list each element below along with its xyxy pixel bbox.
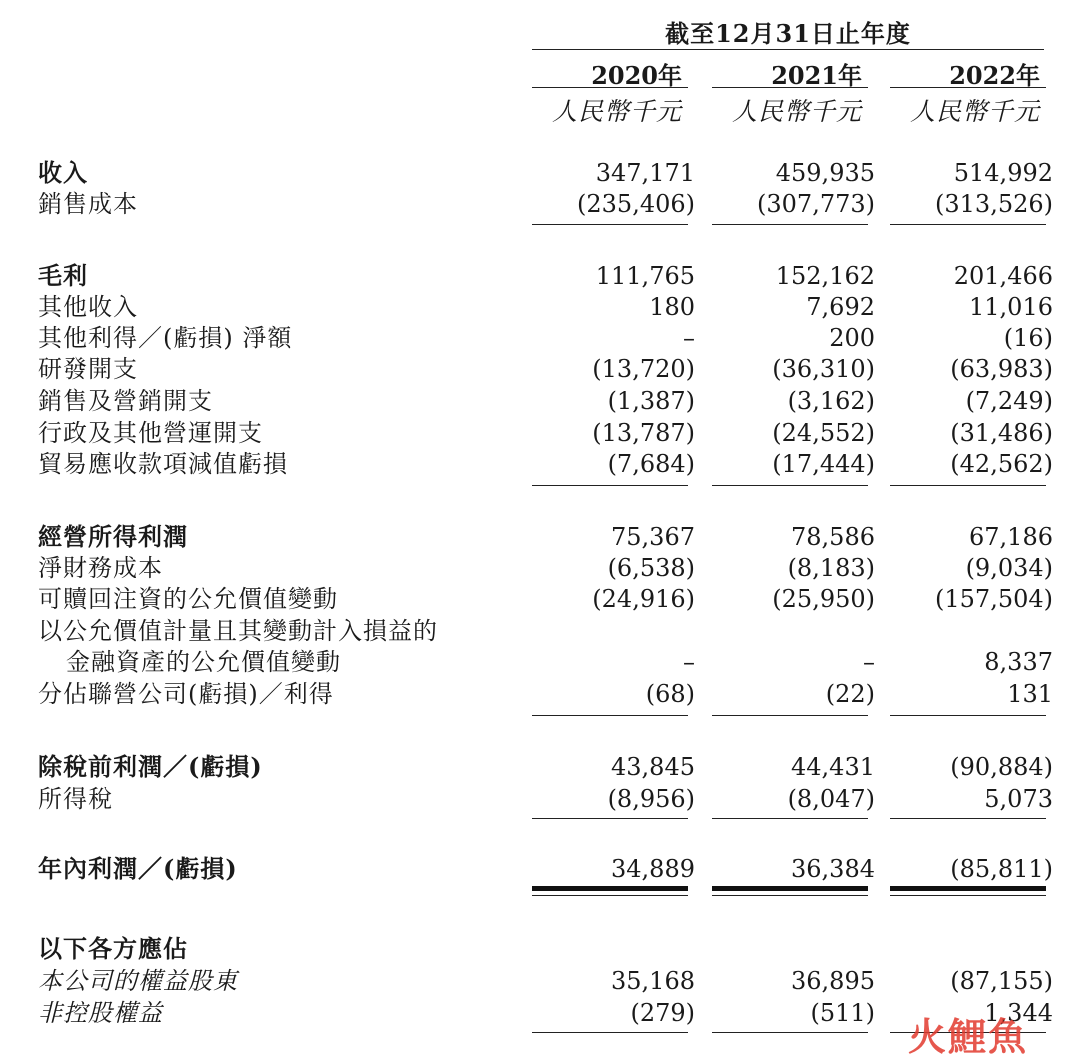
cell: – [683, 324, 695, 352]
row-label-profit-for-year: 年內利潤／(虧損) [38, 854, 238, 883]
subtotal-rule [712, 1032, 868, 1033]
cell: (8,047) [787, 785, 875, 813]
subtotal-rule [712, 485, 868, 486]
cell: (279) [630, 999, 695, 1027]
unit-label: 人民幣千元 [551, 97, 682, 126]
unit-label: 人民幣千元 [731, 97, 862, 126]
total-double-rule [712, 886, 868, 896]
row-label-associates: 分佔聯營公司(虧損)／利得 [38, 680, 334, 708]
year-2020: 2020年 [591, 61, 682, 90]
row-label-profit-before-tax: 除稅前利潤／(虧損) [38, 752, 263, 781]
cell: 67,186 [969, 523, 1053, 551]
cell: 180 [649, 293, 695, 321]
cell: 1,344 [984, 999, 1053, 1027]
cell: (1,387) [607, 387, 695, 415]
year-2022: 2022年 [949, 61, 1040, 90]
unit-label: 人民幣千元 [909, 97, 1040, 126]
cell: (85,811) [950, 855, 1053, 883]
cell: (16) [1003, 324, 1053, 352]
row-label-attributable: 以下各方應佔 [38, 934, 188, 963]
row-label-non-controlling: 非控股權益 [38, 999, 163, 1027]
cell: 7,692 [806, 293, 875, 321]
cell: (9,034) [965, 554, 1053, 582]
cell: (7,249) [965, 387, 1053, 415]
watermark-logo: 火鯉魚 [908, 1015, 1029, 1059]
cell: (22) [825, 680, 875, 708]
row-label-cost-of-sales: 銷售成本 [38, 190, 138, 218]
period-title: 截至12月31日止年度 [665, 19, 911, 48]
cell: 34,889 [611, 855, 695, 883]
subtotal-rule [532, 1032, 688, 1033]
cell: 44,431 [791, 753, 875, 781]
cell: – [683, 648, 695, 676]
subtotal-rule [890, 715, 1046, 716]
cell: 201,466 [953, 262, 1053, 290]
cell: (36,310) [772, 355, 875, 383]
subtotal-rule [712, 818, 868, 819]
cell: (87,155) [950, 967, 1053, 995]
cell: (157,504) [935, 585, 1053, 613]
cell: (13,720) [592, 355, 695, 383]
row-label-redeemable-fv: 可贖回注資的公允價值變動 [38, 585, 338, 613]
cell: (63,983) [950, 355, 1053, 383]
cell: (8,956) [607, 785, 695, 813]
cell: 152,162 [775, 262, 875, 290]
subtotal-rule [532, 818, 688, 819]
subtotal-rule [712, 224, 868, 225]
cell: 8,337 [984, 648, 1053, 676]
subtotal-rule [532, 224, 688, 225]
cell: (25,950) [772, 585, 875, 613]
row-label-operating-profit: 經營所得利潤 [38, 522, 188, 551]
cell: (6,538) [607, 554, 695, 582]
cell: – [863, 648, 875, 676]
cell: 43,845 [611, 753, 695, 781]
cell: (24,552) [772, 419, 875, 447]
row-label-selling: 銷售及營銷開支 [38, 387, 213, 415]
cell: 36,384 [791, 855, 875, 883]
cell: 459,935 [775, 159, 875, 187]
row-label-finance-costs: 淨財務成本 [38, 554, 163, 582]
subtotal-rule [712, 715, 868, 716]
subtotal-rule [532, 715, 688, 716]
total-double-rule [532, 886, 688, 896]
row-label-income-tax: 所得稅 [38, 785, 113, 813]
row-label-impairment: 貿易應收款項減值虧損 [38, 450, 288, 478]
cell: 11,016 [969, 293, 1053, 321]
cell: (7,684) [607, 450, 695, 478]
year-rule [532, 87, 688, 88]
row-label-rnd: 研發開支 [38, 355, 138, 383]
total-double-rule [890, 886, 1046, 896]
cell: (31,486) [950, 419, 1053, 447]
cell: (313,526) [935, 190, 1053, 218]
cell: (13,787) [592, 419, 695, 447]
cell: 514,992 [953, 159, 1053, 187]
cell: (307,773) [757, 190, 875, 218]
subtotal-rule [890, 485, 1046, 486]
cell: (90,884) [950, 753, 1053, 781]
subtotal-rule [532, 485, 688, 486]
row-label-equity-shareholders: 本公司的權益股東 [38, 967, 238, 995]
year-2021: 2021年 [771, 61, 862, 90]
year-rule [712, 87, 868, 88]
cell: 36,895 [791, 967, 875, 995]
cell: 131 [1007, 680, 1053, 708]
subtotal-rule [890, 818, 1046, 819]
cell: 111,765 [595, 262, 695, 290]
cell: (42,562) [950, 450, 1053, 478]
cell: (17,444) [772, 450, 875, 478]
cell: (511) [810, 999, 875, 1027]
row-label-other-income: 其他收入 [38, 293, 138, 321]
cell: 78,586 [791, 523, 875, 551]
row-label-admin: 行政及其他營運開支 [38, 419, 263, 447]
year-rule [890, 87, 1046, 88]
row-label-revenue: 收入 [38, 158, 88, 187]
cell: 75,367 [611, 523, 695, 551]
cell: (8,183) [787, 554, 875, 582]
row-label-other-gains: 其他利得／(虧損) 淨額 [38, 324, 293, 352]
cell: (68) [645, 680, 695, 708]
row-label-gross-profit: 毛利 [38, 261, 88, 290]
cell: (3,162) [787, 387, 875, 415]
cell: 200 [829, 324, 875, 352]
header-rule [532, 49, 1044, 50]
cell: 5,073 [984, 785, 1053, 813]
cell: 347,171 [595, 159, 695, 187]
cell: (235,406) [577, 190, 695, 218]
row-label-fvtpl-line1: 以公允價值計量且其變動計入損益的 [38, 617, 438, 645]
row-label-fvtpl-line2: 金融資產的公允價值變動 [66, 648, 341, 676]
subtotal-rule [890, 224, 1046, 225]
cell: (24,916) [592, 585, 695, 613]
cell: 35,168 [611, 967, 695, 995]
